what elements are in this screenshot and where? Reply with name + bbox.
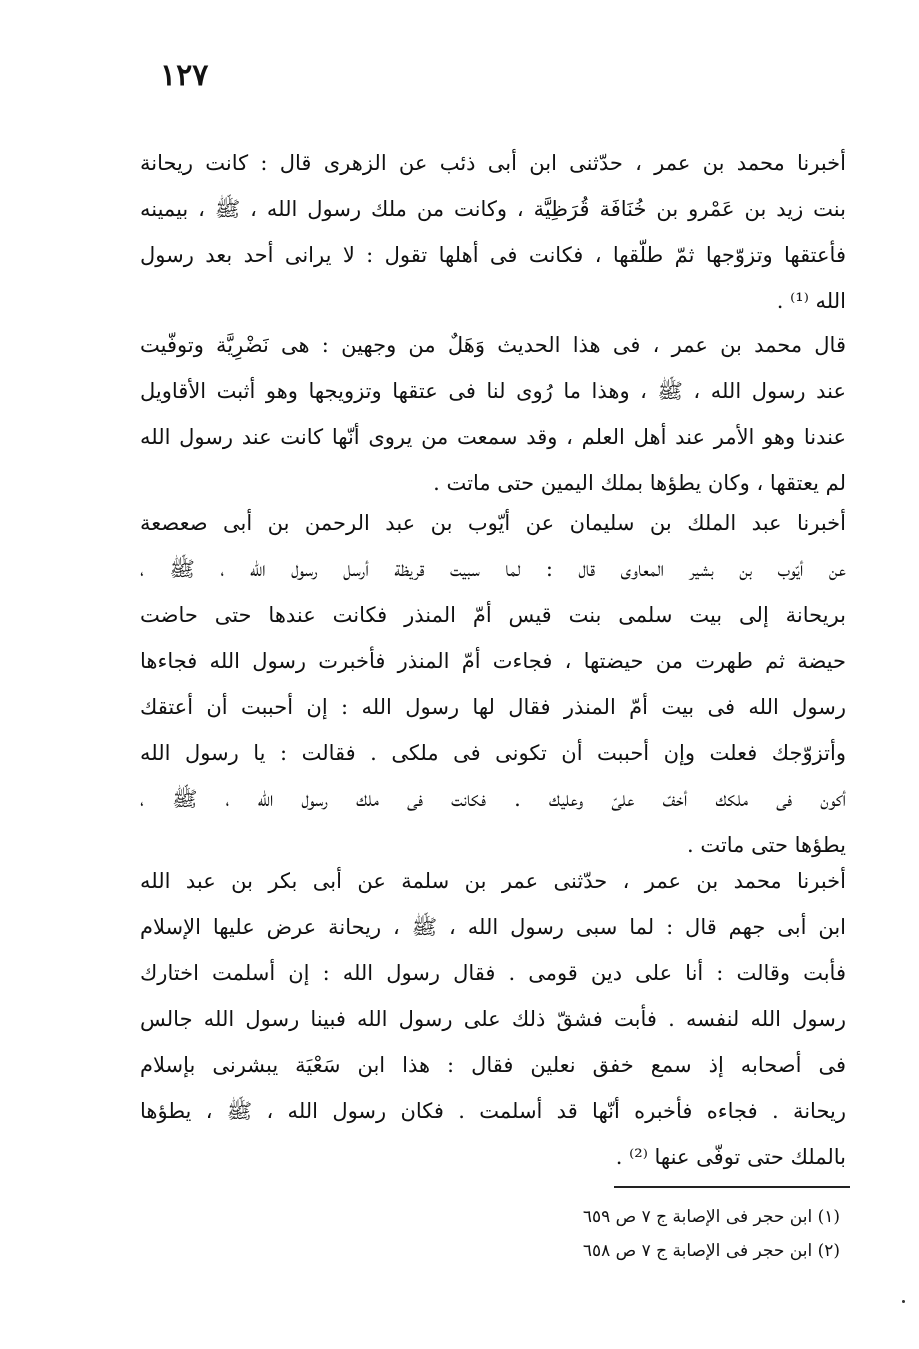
text-line: يطؤها حتى ماتت . <box>686 833 846 857</box>
paragraph-text <box>140 858 846 1180</box>
text-line: أخبرنا محمد بن عمر ، حدّثنى ابن أبى ذئب عن الزهرى قال : كانت ريحانة <box>140 151 846 175</box>
text-line: قال محمد بن عمر ، فى هذا الحديث وَهَلٌ من وجهين : هى نَضْرِيَّة وتوفّيت <box>140 333 846 357</box>
paragraph-3 <box>140 500 846 868</box>
text-line: وأتزوّجك فعلت وإن أحببت أن تكونى فى ملكى . فقالت : يا رسول الله <box>140 741 846 765</box>
text-line: بريحانة إلى بيت سلمى بنت قيس أمّ المنذر فكانت عندها حتى حاضت <box>140 603 846 627</box>
text-line: رسول الله لنفسه . فأبت فشقّ ذلك على رسول الله فبينا رسول الله جالس <box>140 1007 846 1031</box>
footnote-2: (٢) ابن حجر فى الإصابة ج ٧ ص ٦٥٨ <box>582 1241 840 1261</box>
text-line: حيضة ثم طهرت من حيضتها ، فجاءت أمّ المنذر فأخبرت رسول الله فجاءها <box>140 649 846 673</box>
text-line: أخبرنا عبد الملك بن سليمان عن أيّوب بن عبد الرحمن بن أبى صعصعة <box>140 511 846 535</box>
scan-speck <box>902 1300 905 1303</box>
paragraph-text <box>140 500 846 868</box>
text-line: لم يعتقها ، وكان يطؤها بملك اليمين حتى ماتت . <box>433 471 846 495</box>
text-line: رسول الله فى بيت أمّ المنذر فقال لها رسول الله : إن أحببت أن أعتقك <box>140 695 846 719</box>
paragraph-1 <box>140 140 846 324</box>
paragraph-text <box>140 322 846 506</box>
text-line: ريحانة . فجاءه فأخبره أنّها قد أسلمت . فكان رسول الله ، ﷺ ، يطؤها <box>140 1099 846 1123</box>
text-line: عن أيّوب بن بشير المعاوى قال : لما سبيت قريظة أرسل رسول الله ، ﷺ ، <box>140 557 846 581</box>
page-number: ١٢٧ <box>160 58 209 93</box>
text-line: عند رسول الله ، ﷺ ، وهذا ما رُوى لنا فى عتقها وتزويجها وهو أثبت الأقاويل <box>140 379 846 403</box>
text-line: بالملك حتى توفّى عنها ⁽²⁾ . <box>615 1145 846 1169</box>
text-line: فأعتقها وتزوّجها ثمّ طلّقها ، فكانت فى أهلها تقول : لا يرانى أحد بعد رسول <box>140 243 846 267</box>
footnote-1: (١) ابن حجر فى الإصابة ج ٧ ص ٦٥٩ <box>582 1207 840 1227</box>
text-line: فأبت وقالت : أنا على دين قومى . فقال رسول الله : إن أسلمت اختارك <box>140 961 846 985</box>
text-line: عندنا وهو الأمر عند أهل العلم ، وقد سمعت من يروى أنّها كانت عند رسول الله <box>140 425 846 449</box>
paragraph-text <box>140 140 846 324</box>
paragraph-2 <box>140 322 846 506</box>
text-line: ابن أبى جهم قال : لما سبى رسول الله ، ﷺ ، ريحانة عرض عليها الإسلام <box>140 915 846 939</box>
paragraph-4 <box>140 858 846 1180</box>
text-line: الله ⁽¹⁾ . <box>776 289 846 313</box>
text-line: بنت زيد بن عَمْرو بن خُنَافَة قُرَظِيَّة ، وكانت من ملك رسول الله ، ﷺ ، بيمينه <box>140 197 846 221</box>
footnotes <box>440 1200 840 1268</box>
footnote-divider <box>614 1186 850 1188</box>
text-line: أخبرنا محمد بن عمر ، حدّثنى عمر بن سلمة عن أبى بكر بن عبد الله <box>140 869 846 893</box>
text-line: فى أصحابه إذ سمع خفق نعلين فقال : هذا ابن سَعْيَة يبشرنى بإسلام <box>140 1053 846 1077</box>
text-line: أكون فى ملكك أخفّ علىّ وعليك . فكانت فى ملك رسول الله ، ﷺ ، <box>140 787 846 811</box>
